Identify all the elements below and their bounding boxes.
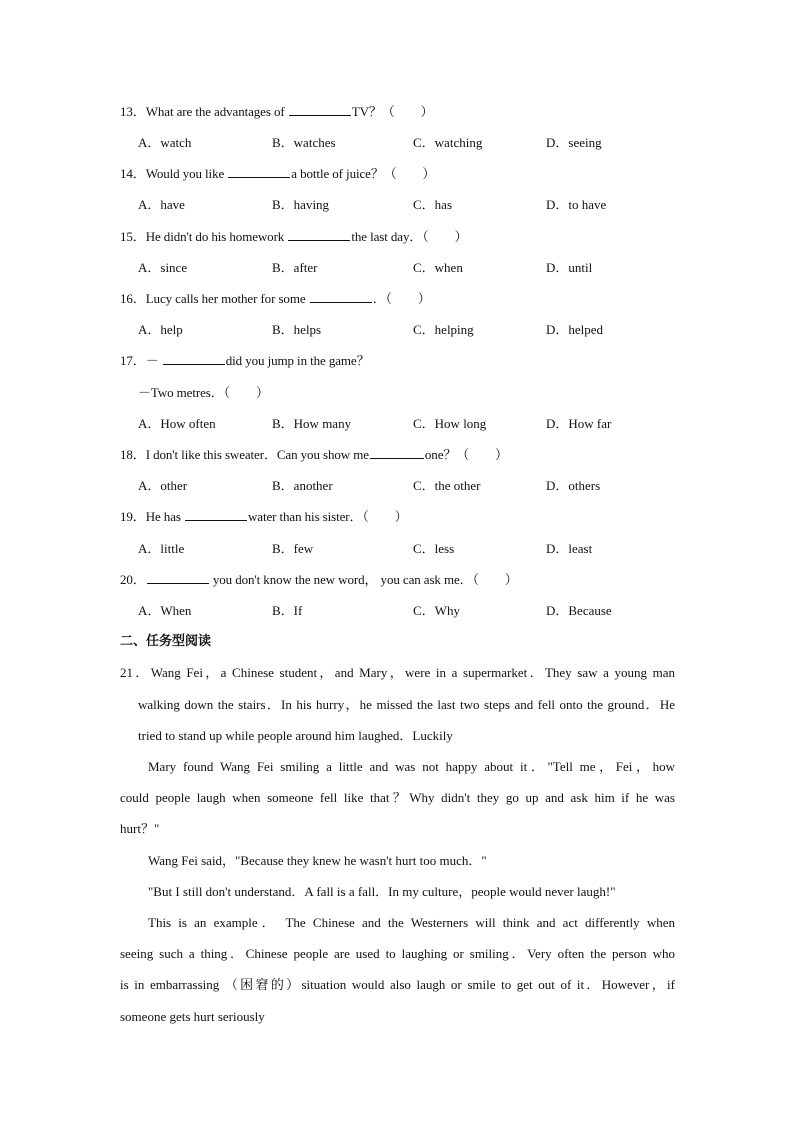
passage-line: Wang Fei said，"Because they knew he wasn't hurt too much．" xyxy=(148,853,487,868)
question-17-response: －Two metres．（ ） xyxy=(138,385,269,400)
passage-line: could people laugh when someone fell like that？Why didn't they go up and ask him if he was xyxy=(120,790,675,805)
passage-line: tried to stand up while people around him laughed．Luckily xyxy=(138,728,453,743)
question-stem-before: 17．－ xyxy=(120,353,162,368)
answer-blank xyxy=(228,165,290,178)
option-d: D．to have xyxy=(546,197,607,212)
question-stem-before: 15．He didn't do his homework xyxy=(120,229,288,244)
question-19-stem xyxy=(120,508,408,526)
option-b: B．another xyxy=(272,478,333,493)
question-stem-after: one？（ ） xyxy=(424,447,508,462)
option-a: A．When xyxy=(138,603,192,618)
option-b: B．How many xyxy=(272,416,352,431)
option-c: C．watching xyxy=(413,135,483,150)
question-stem-after: TV？（ ） xyxy=(351,104,434,119)
question-stem-after: the last day．（ ） xyxy=(351,229,468,244)
question-stem-before: 14．Would you like xyxy=(120,166,228,181)
option-a: A．have xyxy=(138,197,185,212)
passage-line: Mary found Wang Fei smiling a little and was not happy about it．"Tell me，Fei，how xyxy=(148,759,675,774)
option-c: C．when xyxy=(413,260,463,275)
question-stem-after: a bottle of juice？（ ） xyxy=(291,166,436,181)
answer-blank xyxy=(370,446,424,459)
option-c: C．has xyxy=(413,197,453,212)
question-17-stem xyxy=(120,352,370,370)
question-stem-before: 16．Lucy calls her mother for some xyxy=(120,291,309,306)
question-stem-after: water than his sister．（ ） xyxy=(248,509,408,524)
question-14-stem xyxy=(120,165,435,183)
option-b: B．watches xyxy=(272,135,336,150)
option-d: D．until xyxy=(546,260,593,275)
option-a: A．since xyxy=(138,260,188,275)
question-18-stem xyxy=(120,446,508,464)
answer-blank xyxy=(185,508,247,521)
passage-line: seeing such a thing．Chinese people are used to laughing or smiling．Very often the person who xyxy=(120,946,675,961)
option-a: A．help xyxy=(138,322,183,337)
answer-blank xyxy=(147,571,209,584)
question-13-stem xyxy=(120,103,433,121)
passage-line: walking down the stairs．In his hurry，he missed the last two steps and fell onto the ground．He xyxy=(138,697,675,712)
option-a: A．little xyxy=(138,541,185,556)
option-b: B．helps xyxy=(272,322,322,337)
question-stem-before: 19．He has xyxy=(120,509,184,524)
question-15-stem xyxy=(120,228,467,246)
question-16-stem xyxy=(120,290,431,308)
option-c: C．Why xyxy=(413,603,460,618)
answer-blank xyxy=(310,290,372,303)
question-stem-after: did you jump in the game？ xyxy=(225,353,370,368)
passage-line: hurt？" xyxy=(120,821,160,836)
passage-line: is in embarrassing （困窘的）situation would also laugh or smile to get out of it．However，if xyxy=(120,977,675,992)
option-b: B．If xyxy=(272,603,303,618)
option-a: A．How often xyxy=(138,416,216,431)
answer-blank xyxy=(289,103,351,116)
option-c: C．How long xyxy=(413,416,487,431)
question-stem-before: 18．I don't like this sweater．Can you show me xyxy=(120,447,369,462)
option-c: C．less xyxy=(413,541,455,556)
passage-line: This is an example． The Chinese and the Westerners will think and act differently when xyxy=(148,915,675,930)
answer-blank xyxy=(163,352,225,365)
option-d: D．helped xyxy=(546,322,604,337)
option-b: B．after xyxy=(272,260,318,275)
option-d: D．How far xyxy=(546,416,612,431)
passage-line: someone gets hurt seriously xyxy=(120,1009,265,1024)
passage-line: 21．Wang Fei，a Chinese student，and Mary，were in a supermarket．They saw a young man xyxy=(120,665,675,680)
section-title: 二、任务型阅读 xyxy=(120,634,212,649)
option-a: A．watch xyxy=(138,135,192,150)
option-d: D．others xyxy=(546,478,601,493)
option-c: C．the other xyxy=(413,478,481,493)
question-stem-after: you don't know the new word， you can ask me．（ ） xyxy=(209,572,518,587)
option-d: D．Because xyxy=(546,603,612,618)
question-stem-before: 13．What are the advantages of xyxy=(120,104,288,119)
option-d: D．seeing xyxy=(546,135,602,150)
option-a: A．other xyxy=(138,478,188,493)
question-stem-after: ．（ ） xyxy=(372,291,431,306)
question-20-stem xyxy=(120,571,518,589)
option-b: B．few xyxy=(272,541,314,556)
option-d: D．least xyxy=(546,541,593,556)
option-b: B．having xyxy=(272,197,330,212)
answer-blank xyxy=(288,228,350,241)
option-c: C．helping xyxy=(413,322,474,337)
passage-line: "But I still don't understand．A fall is a fall．In my culture，people would never laugh!" xyxy=(148,884,616,899)
question-stem-before: 20． xyxy=(120,572,146,587)
